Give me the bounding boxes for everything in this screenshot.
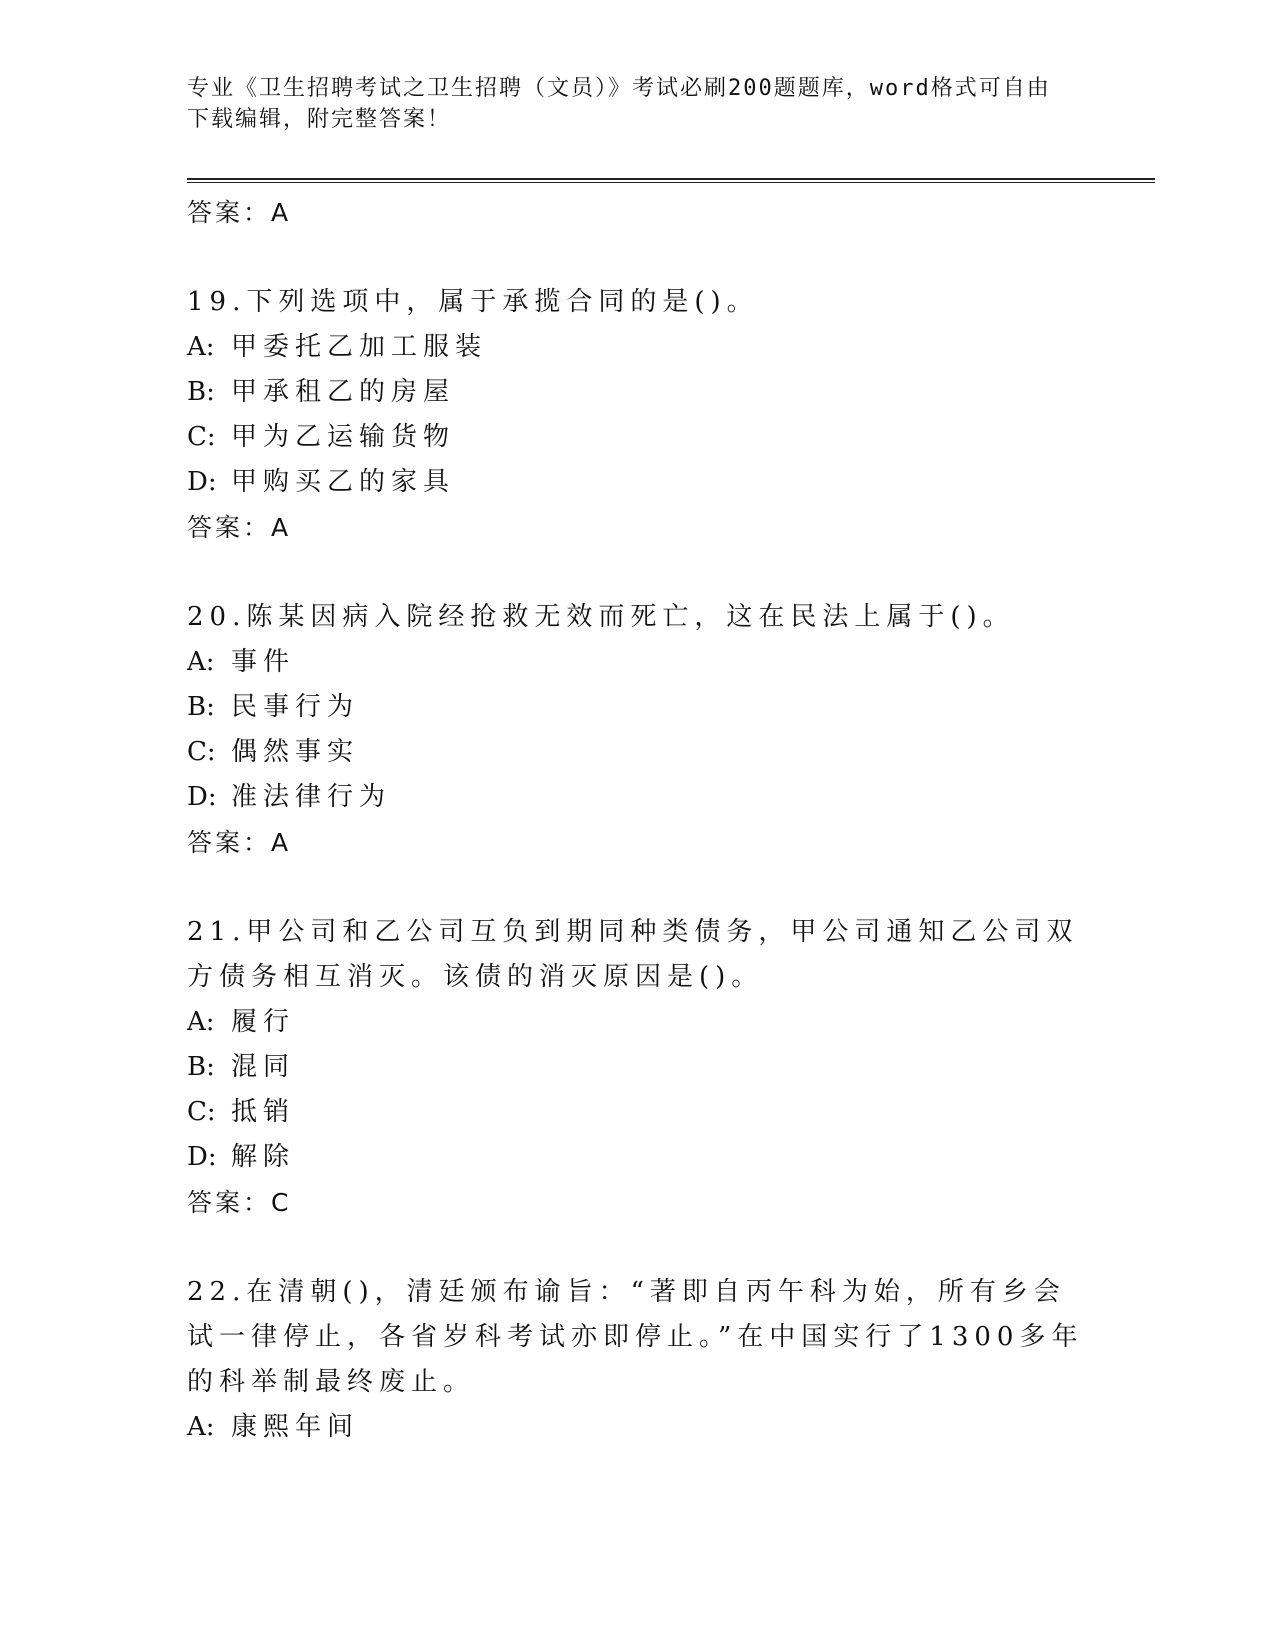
option-letter: C: xyxy=(187,737,216,767)
option-item xyxy=(187,1090,1087,1135)
option-item xyxy=(187,460,1087,505)
answer-line: 答案：A xyxy=(187,513,292,542)
question-block xyxy=(187,280,1087,551)
option-text: 甲承租乙的房屋 xyxy=(231,377,456,407)
option-item xyxy=(187,685,1087,730)
question-text: 21.甲公司和乙公司互负到期同种类债务，甲公司通知乙公司双方债务相互消灭。该债的消灭原因是()。 xyxy=(187,917,1079,992)
option-text: 甲为乙运输货物 xyxy=(231,422,456,452)
question-block xyxy=(187,910,1087,1226)
option-letter: A: xyxy=(187,332,215,362)
option-letter: B: xyxy=(187,692,215,722)
option-item xyxy=(187,1000,1087,1045)
header-divider xyxy=(187,178,1155,183)
option-letter: A: xyxy=(187,647,215,677)
option-letter: D: xyxy=(187,782,217,812)
option-item xyxy=(187,1045,1087,1090)
option-text: 偶然事实 xyxy=(231,737,360,767)
option-letter: B: xyxy=(187,377,215,407)
option-letter: A: xyxy=(187,1412,215,1442)
option-text: 甲购买乙的家具 xyxy=(231,467,456,497)
option-item xyxy=(187,730,1087,775)
option-text: 事件 xyxy=(231,647,296,677)
answer-line: 答案：A xyxy=(187,198,292,227)
option-text: 抵销 xyxy=(231,1097,296,1127)
option-item xyxy=(187,1405,1087,1450)
option-text: 混同 xyxy=(231,1052,296,1082)
option-letter: D: xyxy=(187,1142,217,1172)
option-item xyxy=(187,775,1087,820)
option-text: 解除 xyxy=(231,1142,296,1172)
option-text: 康熙年间 xyxy=(231,1412,360,1442)
option-text: 民事行为 xyxy=(231,692,360,722)
option-letter: D: xyxy=(187,467,217,497)
page-header: 专业《卫生招聘考试之卫生招聘（文员）》考试必刷200题题库，word格式可自由下载编辑，附完整答案！ xyxy=(187,76,1051,132)
answer-line: 答案：C xyxy=(187,1188,292,1217)
option-item xyxy=(187,1135,1087,1180)
option-item xyxy=(187,370,1087,415)
option-letter: C: xyxy=(187,422,216,452)
option-item xyxy=(187,415,1087,460)
option-letter: A: xyxy=(187,1007,215,1037)
option-letter: B: xyxy=(187,1052,215,1082)
option-text: 甲委托乙加工服装 xyxy=(231,332,488,362)
answer-line: 答案：A xyxy=(187,828,292,857)
option-text: 准法律行为 xyxy=(231,782,392,812)
question-text: 19.下列选项中，属于承揽合同的是()。 xyxy=(187,287,759,317)
option-item xyxy=(187,325,1087,370)
question-block xyxy=(187,1270,1087,1450)
option-text: 履行 xyxy=(231,1007,296,1037)
question-text: 20.陈某因病入院经抢救无效而死亡，这在民法上属于()。 xyxy=(187,602,1015,632)
question-text: 22.在清朝()，清廷颁布谕旨：“著即自丙午科为始，所有乡会试一律停止，各省岁科考试亦即停止。”在中国实行了1300多年的科举制最终废止。 xyxy=(187,1277,1084,1397)
option-letter: C: xyxy=(187,1097,216,1127)
question-block xyxy=(187,595,1087,866)
question-list xyxy=(187,190,1087,1450)
option-item xyxy=(187,640,1087,685)
